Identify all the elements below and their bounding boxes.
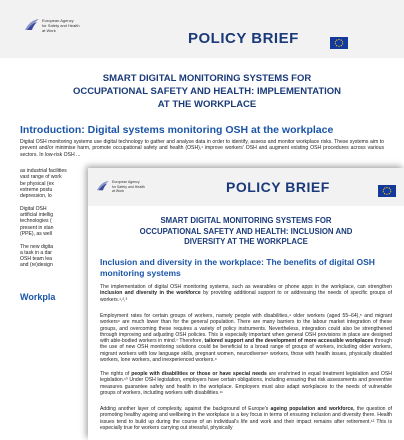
partial-text-line: depression, lo: [20, 193, 52, 200]
partial-text-line: as industrial facilities: [20, 168, 67, 174]
paragraph-emphasis: ageing population and workforce,: [270, 406, 355, 412]
logo-line-1: European Agency: [112, 180, 140, 184]
logo-line-3: at Work: [112, 189, 124, 193]
partial-text-line: extreme postu: [20, 186, 53, 193]
partial-text-line: The new digita: [20, 243, 54, 250]
eu-osha-logo: [96, 180, 145, 194]
section-heading: Inclusion and diversity in the workplace: The benefits of digital OSH monitoring systems: [100, 257, 375, 278]
paragraph-employment-rates: [100, 313, 392, 369]
eu-osha-logo-icon: [24, 18, 40, 32]
eu-flag-icon: [378, 185, 396, 197]
intro-paragraph: Digital OSH monitoring systems use digital technology to gather and analyse data in order to identify, assess and monitor workplace risks. These systems aim to prevent and/or minimise harm, promote occupational safety and health (OSH),¹ improve workers' OSH and augment existing OSH procedures across various sectors. In low-risk OSH ...: [20, 139, 384, 158]
partial-text-line: technologies (: [20, 218, 52, 225]
title-line-2: OCCUPATIONAL SAFETY AND HEALTH: IMPLEMENTATION: [72, 86, 342, 97]
document-title: [30, 72, 384, 111]
partial-text-column: [20, 168, 90, 269]
paragraph-text: Employment rates for certain groups of workers, namely people with disabilities,⁴ older workers (aged 55–64),⁵ and migrant workers⁶ are much lower than for the general population. There are many barriers to the labour market integration of these groups, and overcoming these requires a variety of policy instruments. Nevertheless, integration could also be strengthened through improving and adjusting OSH policies. This is especially important when general OSH provisions in place are designed with able-bodied workers in mind.⁷ Therefore,: [100, 313, 392, 345]
title-line-1: SMART DIGITAL MONITORING SYSTEMS FOR: [160, 216, 332, 225]
paragraph-emphasis: people with disabilities or those or have special needs: [131, 371, 267, 377]
logo-line-2: for Safety and Health: [42, 23, 80, 28]
paragraph-emphasis: tailored support and the development of more accessible workplaces: [204, 338, 374, 345]
paragraph-text: are enshrined in equal treatment legislation and OSH legislation.¹⁰ Under OSH legislation, employers have certain obligations, including ensuring that risk assessments and preventive measures guarantee safety and health in the workplace. Employers must also adapt workplaces to the needs of vulnerable groups of workers, including workers with disabilities.¹¹: [100, 371, 392, 396]
logo-line-1: European Agency: [42, 18, 74, 23]
paragraph-implementation: [100, 284, 392, 309]
partial-text-line: vast range of work: [20, 174, 62, 181]
partial-text-line: present in stan: [20, 224, 54, 231]
logo-line-3: at Work: [42, 28, 56, 33]
policy-brief-title: POLICY BRIEF: [188, 30, 299, 47]
paragraph-emphasis: inclusion and diversity in the workforce: [100, 290, 201, 297]
paragraph-text: through the use of new OSH monitoring solutions could be beneficial to a broad range of groups of workers, including older workers, migrant workers with low language skills, pregnant women, neurodiverse⁸ workers, those with health issues, physically disabled workers, lone workers, and inexperienced workers.⁹: [100, 338, 392, 364]
eu-flag-icon: [330, 37, 348, 49]
title-line-3: DIVERSITY AT THE WORKPLACE: [184, 237, 308, 246]
partial-text-line: artificial intellig: [20, 212, 54, 219]
policy-brief-title: POLICY BRIEF: [226, 179, 330, 195]
title-line-2: OCCUPATIONAL SAFETY AND HEALTH: INCLUSION AND: [139, 226, 353, 236]
title-line-3: AT THE WORKPLACE: [157, 99, 257, 110]
workplace-heading: Workpla: [20, 292, 56, 302]
partial-text-line: a task in a dar: [20, 249, 52, 256]
paragraph-disability-rights: [100, 371, 392, 402]
policy-brief-page-inclusion: [88, 168, 404, 440]
partial-text-line: Digital OSH: [20, 205, 47, 212]
partial-text-line: OSH team lea: [20, 256, 52, 263]
title-line-1: SMART DIGITAL MONITORING SYSTEMS FOR: [102, 73, 312, 84]
paragraph-ageing-workforce: [100, 406, 392, 440]
eu-osha-logo: [24, 18, 80, 33]
paragraph-text: The implementation of digital OSH monitoring systems, such as wearables or phone apps in the workplace, can strengthen: [100, 284, 392, 290]
eu-osha-logo-icon: [96, 180, 110, 192]
logo-line-2: for Safety and Health: [112, 184, 145, 189]
paragraph-text: by providing additional support to or addressing the needs of specific groups of workers.¹,²,³: [100, 290, 392, 303]
paragraph-text: Adding another layer of complexity, against the background of Europe's: [100, 406, 271, 412]
partial-text-line: be physical (ex: [20, 180, 54, 187]
paragraph-text: the question of promoting healthy ageing and wellbeing in the workplace is a key focus in terms of ensuring inclusion and diversity there. Health issues tend to build up during the course of an individual's life and work and their impact remains after retirement.¹² This is especially true for workers carrying out stressful, physically: [100, 406, 392, 431]
document-title: [100, 216, 392, 248]
partial-text-line: and (re)design: [20, 262, 53, 269]
partial-text-line: (PPE), as well: [20, 230, 52, 237]
paragraph-text: The rights of: [100, 371, 132, 377]
section-heading: Introduction: Digital systems monitoring OSH at the workplace: [20, 124, 334, 136]
